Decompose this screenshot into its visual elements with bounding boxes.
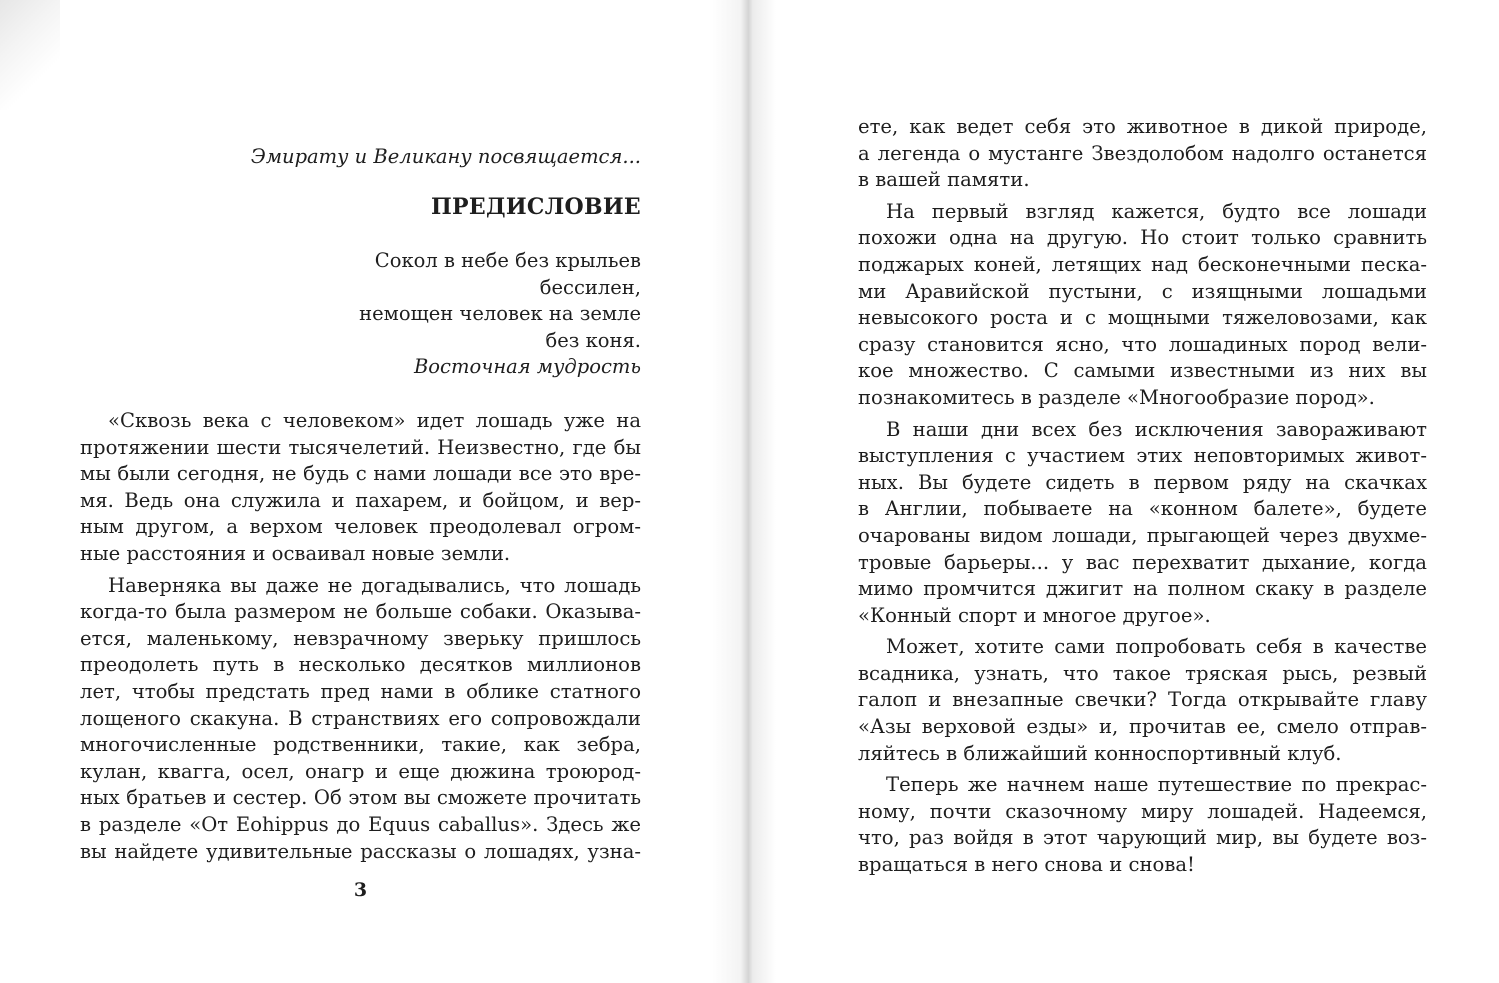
- dedication: Эмирату и Великану посвящается...: [250, 145, 641, 168]
- text-line: ете, как ведет себя это животное в дикой природе,: [858, 115, 1427, 138]
- epigraph-line: немощен человек на земле: [359, 302, 641, 325]
- text-line: познакомитесь в разделе «Многообразие пород».: [858, 385, 1375, 409]
- text-line: всадника, узнать, что такое тряская рысь, резвый: [858, 661, 1427, 685]
- text-line: ется, маленькому, невзрачному зверьку пришлось: [80, 626, 641, 650]
- paragraph: [858, 634, 1427, 767]
- text-line: ми Аравийской пустыни, с изящными лошадьми: [858, 279, 1427, 303]
- text-line: в Англии, побываете на «конном балете», будете: [858, 497, 1427, 521]
- paragraph: [80, 573, 641, 866]
- text-line: Наверняка вы даже не догадывались, что лошадь: [108, 573, 641, 597]
- book-gutter: [712, 0, 776, 983]
- text-line: ному, почти сказочному миру лошадей. Надеемся,: [858, 799, 1427, 823]
- text-line: преодолеть путь в несколько десятков миллионов: [80, 653, 641, 677]
- text-line: в разделе «От Eohippus до Equus caballus». Здесь же: [80, 812, 641, 836]
- text-line: мя. Ведь она служила и пахарем, и бойцом, и вер-: [80, 488, 641, 512]
- text-line: ных. Вы будете сидеть в первом ряду на скачках: [858, 470, 1427, 494]
- text-line: ные расстояния и осваивал новые земли.: [80, 541, 511, 565]
- epigraph-line: Сокол в небе без крыльев: [374, 249, 641, 272]
- text-line: мы были сегодня, не будь с нами лошади все это вре-: [80, 462, 641, 486]
- text-line: а легенда о мустанге Звездолобом надолго останется: [858, 141, 1427, 165]
- epigraph-source: Восточная мудрость: [413, 355, 641, 378]
- text-line: многочисленные родственники, такие, как зебра,: [80, 733, 641, 757]
- text-line: Может, хотите сами попробовать себя в качестве: [886, 635, 1427, 659]
- text-line: выступления с участием этих неповторимых живот-: [858, 444, 1427, 468]
- epigraph-line: бессилен,: [539, 275, 641, 299]
- text-line: В наши дни всех без исключения завораживают: [886, 417, 1427, 441]
- text-line: что, раз войдя в этот чарующий мир, вы будете воз-: [858, 826, 1427, 850]
- paragraph: [858, 114, 1427, 194]
- text-line: ным другом, а верхом человек преодолевал огром-: [80, 515, 641, 539]
- text-line: Теперь же начнем наше путешествие по прекрас-: [886, 773, 1427, 797]
- paragraph: [858, 417, 1427, 630]
- text-line: кое множество. С самыми известными из них вы: [858, 359, 1427, 383]
- paragraph: [80, 408, 641, 568]
- text-line: лощеного скакуна. В странствиях его сопровождали: [80, 706, 641, 730]
- epigraph-line: без коня.: [545, 328, 641, 352]
- epigraph: [80, 248, 641, 381]
- text-line: в вашей памяти.: [858, 168, 1030, 192]
- text-line: тровые барьеры... у вас перехватит дыхание, когда: [858, 550, 1427, 574]
- text-line: когда-то была размером не больше собаки. Оказыва-: [80, 600, 641, 624]
- text-line: На первый взгляд кажется, будто все лошади: [886, 199, 1427, 223]
- text-line: вы найдете удивительные рассказы о лошадях, узна-: [80, 839, 641, 863]
- text-line: невысокого роста и с мощными тяжеловозами, как: [858, 306, 1427, 330]
- left-body-text: [80, 408, 641, 870]
- text-line: лет, чтобы предстать пред нами в облике статного: [80, 679, 641, 703]
- text-line: вращаться в него снова и снова!: [858, 853, 1195, 877]
- text-line: поджарых коней, летящих над бесконечными песка-: [858, 252, 1427, 276]
- page-number: 3: [353, 879, 368, 901]
- page-heading: ПРЕДИСЛОВИЕ: [430, 194, 641, 220]
- text-line: похожи одна на другую. Но стоит только сравнить: [858, 226, 1427, 250]
- text-line: сразу становится ясно, что лошадиных пород вели-: [858, 332, 1427, 356]
- text-line: протяжении шести тысячелетий. Неизвестно, где бы: [80, 435, 641, 459]
- text-line: «Конный спорт и многое другое».: [858, 603, 1211, 627]
- right-page: [776, 0, 1499, 983]
- text-line: очарованы видом лошади, прыгающей через двухме-: [858, 523, 1427, 547]
- paragraph: [858, 772, 1427, 878]
- right-body-text: [858, 114, 1427, 884]
- text-line: кулан, квагга, осел, онагр и еще дюжина троюрод-: [80, 759, 641, 783]
- text-line: ляйтесь в ближайший конноспортивный клуб.: [858, 741, 1342, 765]
- left-page: [0, 0, 712, 983]
- text-line: галоп и внезапные свечки? Тогда открывайте главу: [858, 688, 1427, 712]
- text-line: «Азы верховой езды» и, прочитав ее, смело отправ-: [858, 715, 1427, 739]
- text-line: мимо промчится джигит на полном скаку в разделе: [858, 577, 1427, 601]
- text-line: «Сквозь века с человеком» идет лошадь уже на: [108, 409, 641, 432]
- paragraph: [858, 199, 1427, 412]
- text-line: ных братьев и сестер. Об этом вы сможете прочитать: [80, 786, 641, 810]
